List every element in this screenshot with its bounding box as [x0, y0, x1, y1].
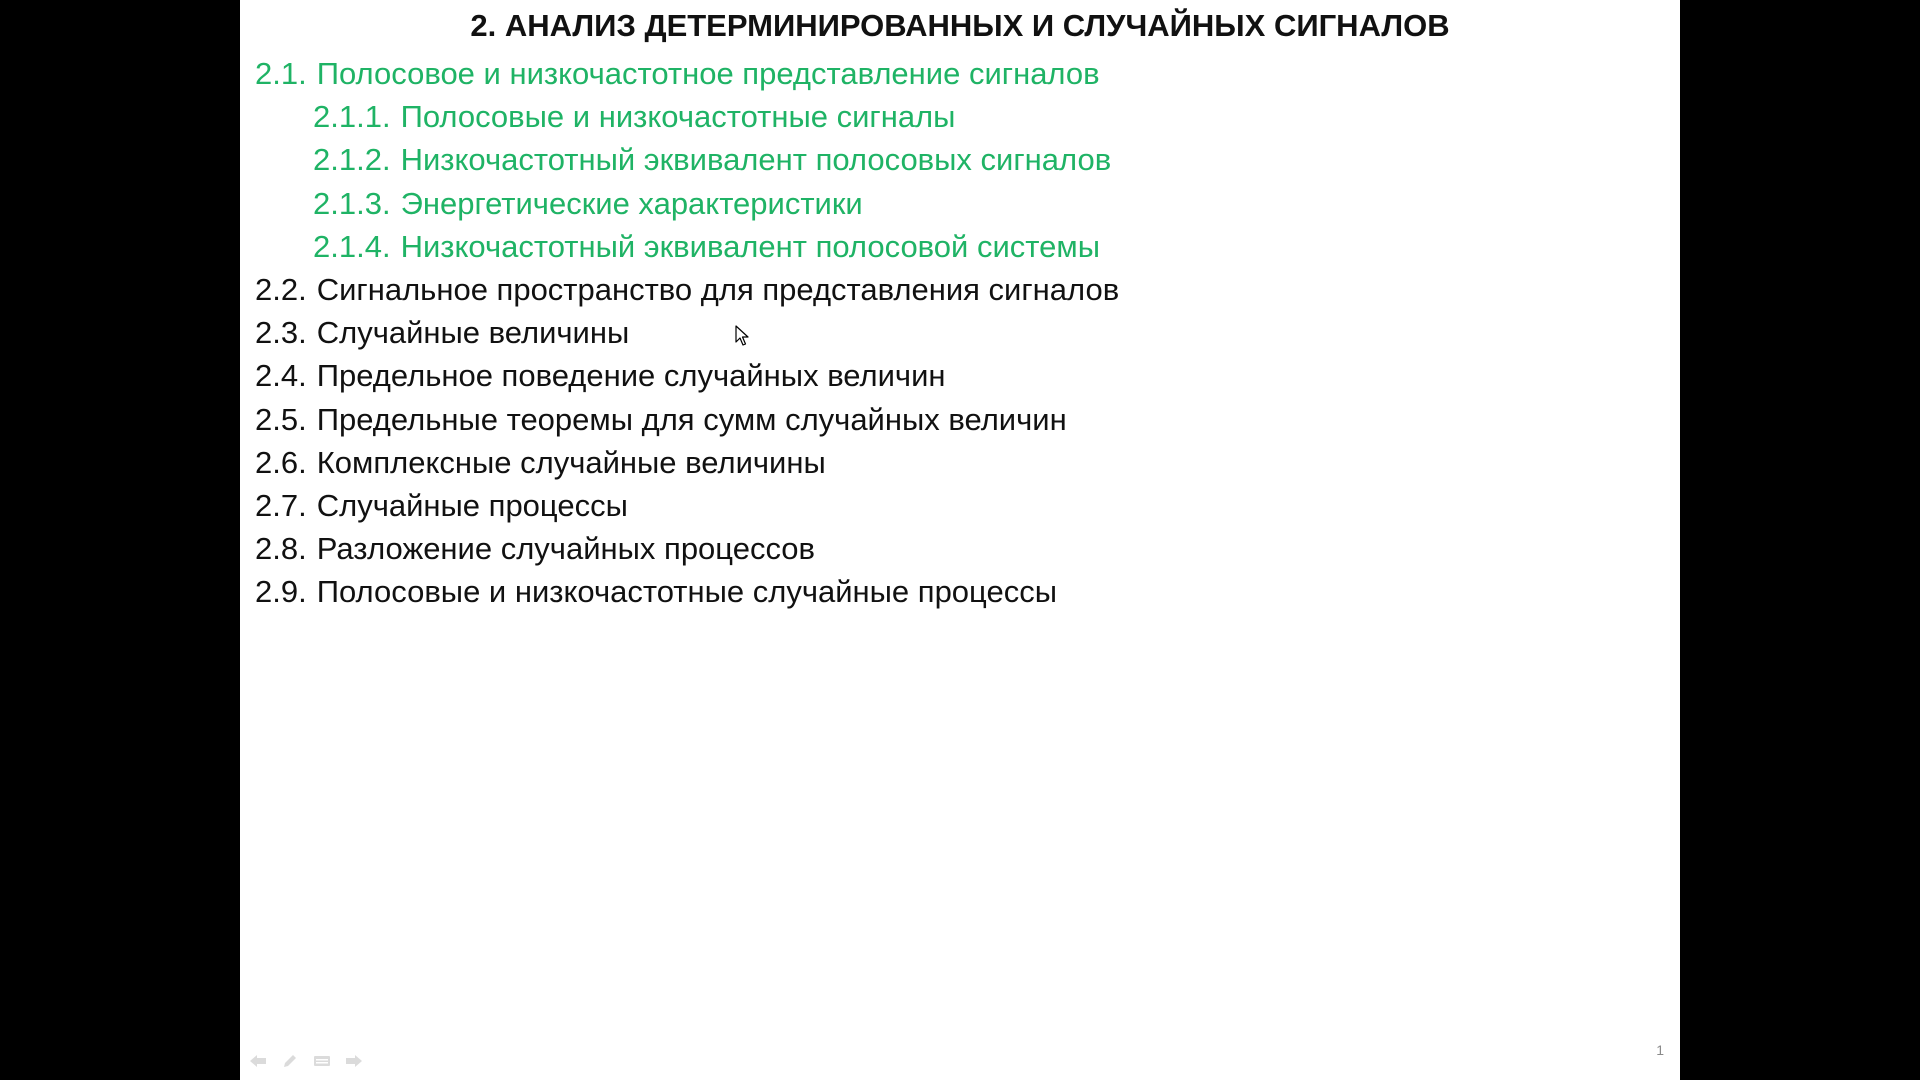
- toc-item-label: Случайные величины: [316, 315, 630, 351]
- toc-item-number: 2.4.: [255, 358, 307, 394]
- toc-item: [255, 52, 1119, 95]
- toc-item-label: Низкочастотный эквивалент полосовой системы: [400, 228, 1100, 264]
- toc-item-label: Энергетические характеристики: [400, 185, 863, 221]
- toc-item: [255, 484, 1119, 527]
- toc-item-number: 2.8.: [255, 531, 307, 567]
- toc-item-label: Полосовые и низкочастотные случайные процессы: [316, 574, 1057, 610]
- toc-item-label: Полосовое и низкочастотное представление сигналов: [316, 56, 1100, 91]
- toc-item: [255, 268, 1119, 311]
- toc-item-number: 2.1.2.: [313, 142, 391, 178]
- previous-icon[interactable]: [248, 1051, 268, 1071]
- toc-item: [255, 225, 1119, 268]
- slide-title: 2. АНАЛИЗ ДЕТЕРМИНИРОВАННЫХ И СЛУЧАЙНЫХ СИГНАЛОВ: [470, 8, 1450, 43]
- toc-item-label: Случайные процессы: [316, 487, 628, 523]
- toc-item: [255, 311, 1119, 354]
- toc-item-label: Предельные теоремы для сумм случайных величин: [316, 401, 1067, 437]
- toc-item: [255, 354, 1119, 397]
- toc-item-number: 2.9.: [255, 574, 307, 610]
- toc-item: [255, 182, 1119, 225]
- slideshow-toolbar: [248, 1051, 364, 1071]
- pen-icon[interactable]: [280, 1051, 300, 1071]
- toc-item-label: Комплексные случайные величины: [316, 444, 826, 480]
- toc-item: [255, 527, 1119, 570]
- toc-item-number: 2.5.: [255, 401, 307, 437]
- toc-item-number: 2.7.: [255, 487, 307, 523]
- toc-item: [255, 95, 1119, 138]
- toc-item-number: 2.1.4.: [313, 228, 391, 264]
- next-icon[interactable]: [344, 1051, 364, 1071]
- toc-item: [255, 398, 1119, 441]
- toc-item-number: 2.1.3.: [313, 185, 391, 221]
- toc-item-label: Полосовые и низкочастотные сигналы: [400, 99, 956, 135]
- menu-icon[interactable]: [312, 1051, 332, 1071]
- toc-item-number: 2.3.: [255, 315, 307, 351]
- table-of-contents: [255, 52, 1119, 613]
- toc-item-label: Низкочастотный эквивалент полосовых сигналов: [400, 142, 1112, 178]
- slide[interactable]: [240, 0, 1680, 1080]
- toc-item-number: 2.1.: [255, 56, 307, 91]
- toc-item-label: Сигнальное пространство для представления сигналов: [316, 271, 1120, 307]
- toc-item-number: 2.1.1.: [313, 99, 391, 135]
- toc-item-label: Предельное поведение случайных величин: [316, 358, 946, 394]
- toc-item-label: Разложение случайных процессов: [316, 531, 816, 567]
- toc-item-number: 2.6.: [255, 444, 307, 480]
- toc-item: [255, 570, 1119, 613]
- toc-item: [255, 441, 1119, 484]
- toc-item-number: 2.2.: [255, 271, 307, 307]
- slide-number: 1: [1656, 1042, 1664, 1058]
- toc-item: [255, 138, 1119, 181]
